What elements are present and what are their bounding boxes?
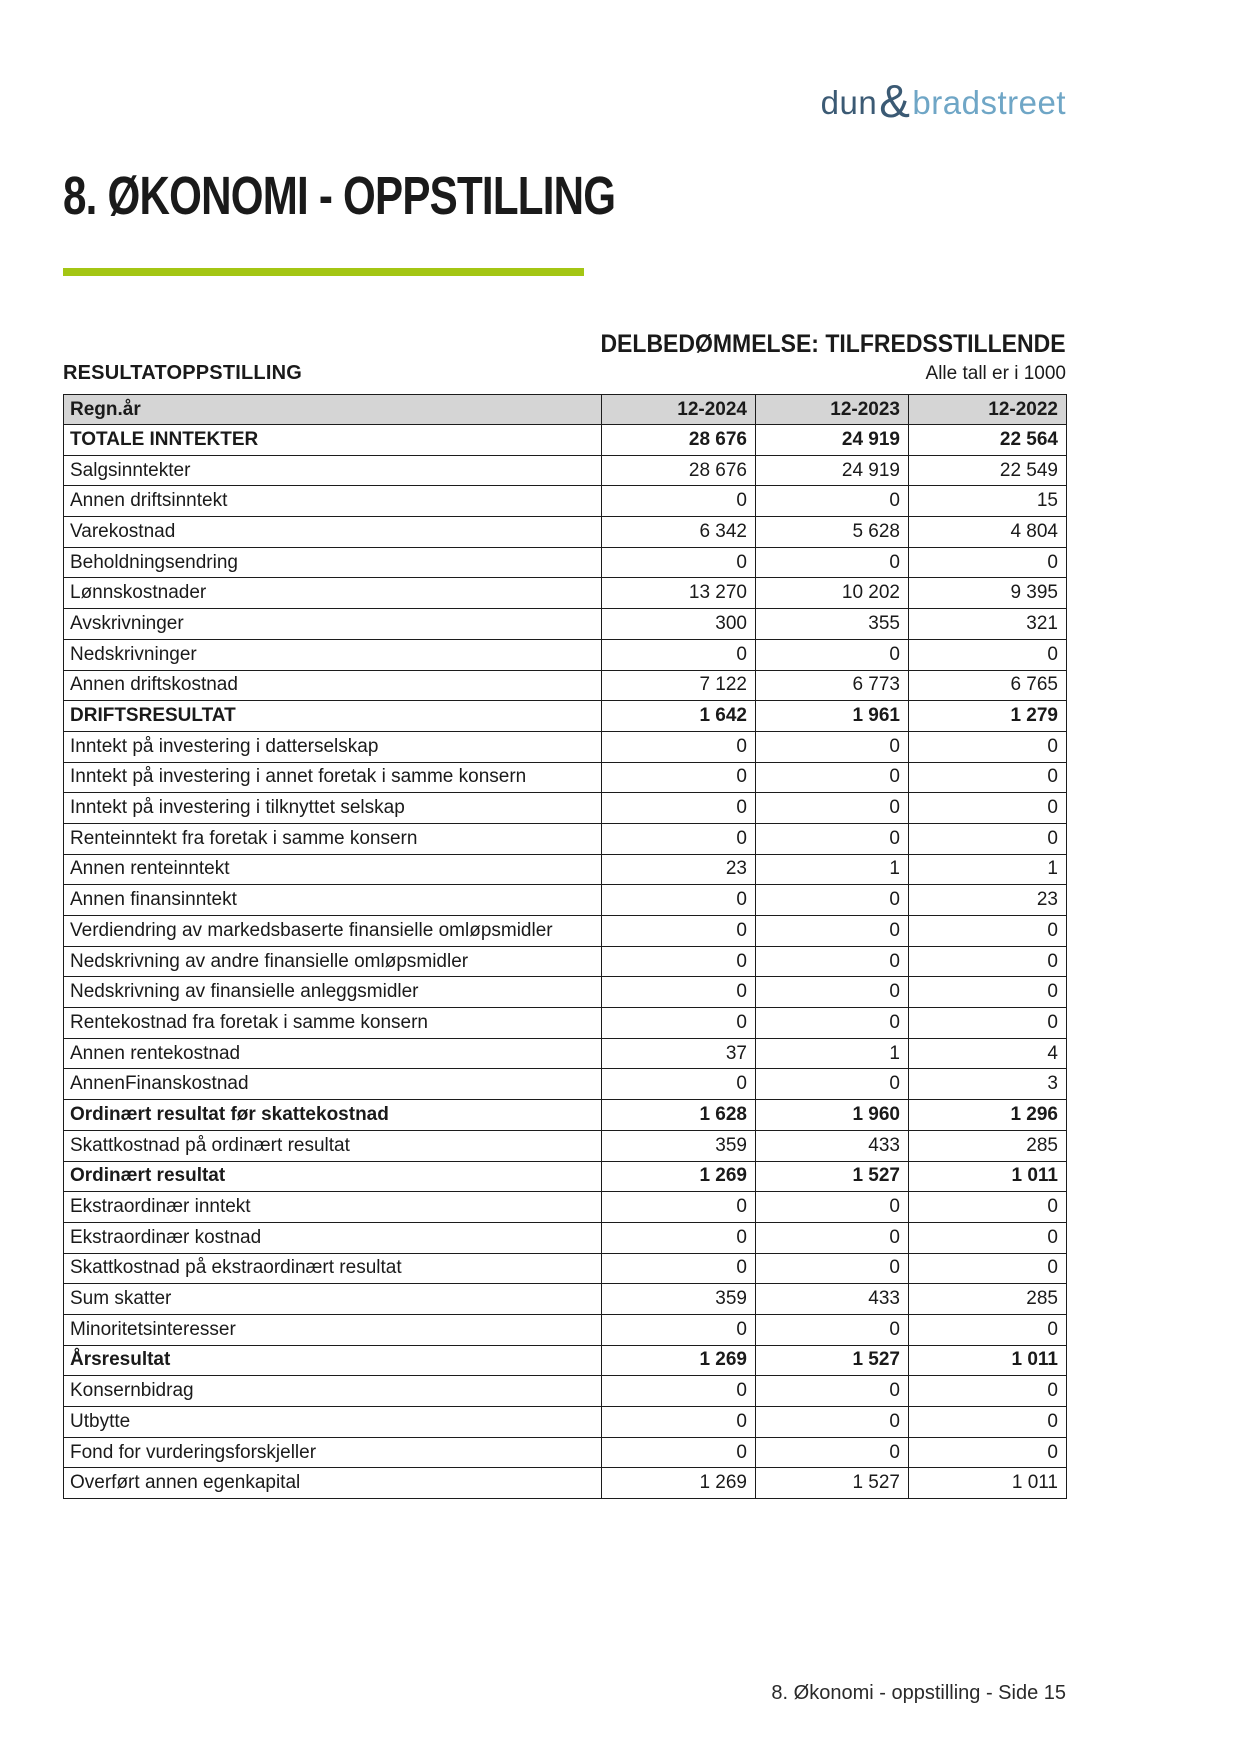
row-value: 285 bbox=[909, 1130, 1067, 1161]
row-value: 0 bbox=[909, 762, 1067, 793]
row-value: 1 bbox=[756, 854, 909, 885]
page-title bbox=[63, 166, 1066, 226]
row-value: 1 527 bbox=[756, 1161, 909, 1192]
row-label: Inntekt på investering i datterselskap bbox=[64, 731, 602, 762]
row-value: 0 bbox=[909, 1376, 1067, 1407]
row-value: 0 bbox=[756, 885, 909, 916]
row-label: Inntekt på investering i tilknyttet selskap bbox=[64, 793, 602, 824]
row-label: Skattkostnad på ordinært resultat bbox=[64, 1130, 602, 1161]
row-label: Varekostnad bbox=[64, 517, 602, 548]
row-value: 6 773 bbox=[756, 670, 909, 701]
table-row bbox=[64, 517, 1067, 548]
row-label: Årsresultat bbox=[64, 1345, 602, 1376]
row-value: 13 270 bbox=[602, 578, 756, 609]
row-label: AnnenFinanskostnad bbox=[64, 1069, 602, 1100]
row-value: 433 bbox=[756, 1284, 909, 1315]
row-label: Lønnskostnader bbox=[64, 578, 602, 609]
table-row bbox=[64, 1314, 1067, 1345]
row-value: 0 bbox=[909, 1407, 1067, 1438]
row-value: 0 bbox=[909, 977, 1067, 1008]
row-value: 0 bbox=[756, 731, 909, 762]
row-value: 0 bbox=[756, 946, 909, 977]
table-row bbox=[64, 1069, 1067, 1100]
table-row bbox=[64, 1345, 1067, 1376]
row-value: 0 bbox=[602, 1069, 756, 1100]
row-label: Annen rentekostnad bbox=[64, 1038, 602, 1069]
row-value: 0 bbox=[909, 1192, 1067, 1223]
row-value: 0 bbox=[909, 916, 1067, 947]
row-value: 0 bbox=[602, 762, 756, 793]
row-value: 0 bbox=[756, 1008, 909, 1039]
row-value: 24 919 bbox=[756, 425, 909, 456]
row-value: 0 bbox=[756, 823, 909, 854]
row-value: 0 bbox=[602, 486, 756, 517]
section-heading: RESULTATOPPSTILLING bbox=[63, 362, 302, 384]
table-row bbox=[64, 823, 1067, 854]
table-row bbox=[64, 1161, 1067, 1192]
row-value: 1 527 bbox=[756, 1345, 909, 1376]
table-row bbox=[64, 701, 1067, 732]
row-value: 4 804 bbox=[909, 517, 1067, 548]
row-value: 23 bbox=[602, 854, 756, 885]
row-value: 1 960 bbox=[756, 1100, 909, 1131]
row-label: Annen renteinntekt bbox=[64, 854, 602, 885]
row-value: 0 bbox=[602, 1253, 756, 1284]
row-value: 0 bbox=[756, 793, 909, 824]
row-value: 0 bbox=[602, 731, 756, 762]
row-label: Konsernbidrag bbox=[64, 1376, 602, 1407]
row-value: 0 bbox=[756, 639, 909, 670]
assessment-text: DELBEDØMMELSE: TILFREDSSTILLENDE bbox=[600, 330, 1066, 358]
table-row bbox=[64, 609, 1067, 640]
row-value: 0 bbox=[602, 1008, 756, 1039]
row-value: 0 bbox=[602, 977, 756, 1008]
row-value: 0 bbox=[756, 1253, 909, 1284]
row-value: 0 bbox=[602, 547, 756, 578]
row-value: 0 bbox=[756, 486, 909, 517]
dun-bradstreet-logo bbox=[820, 75, 1066, 127]
row-label: Avskrivninger bbox=[64, 609, 602, 640]
row-value: 6 342 bbox=[602, 517, 756, 548]
row-label: Annen driftskostnad bbox=[64, 670, 602, 701]
row-value: 0 bbox=[756, 1222, 909, 1253]
table-row bbox=[64, 455, 1067, 486]
table-row bbox=[64, 639, 1067, 670]
row-value: 0 bbox=[756, 916, 909, 947]
row-value: 359 bbox=[602, 1284, 756, 1315]
row-label: Nedskrivninger bbox=[64, 639, 602, 670]
row-value: 0 bbox=[909, 1222, 1067, 1253]
row-value: 1 011 bbox=[909, 1161, 1067, 1192]
row-value: 1 269 bbox=[602, 1468, 756, 1499]
row-value: 0 bbox=[756, 762, 909, 793]
table-row bbox=[64, 1253, 1067, 1284]
row-label: Renteinntekt fra foretak i samme konsern bbox=[64, 823, 602, 854]
row-value: 0 bbox=[756, 1407, 909, 1438]
row-value: 1 628 bbox=[602, 1100, 756, 1131]
assessment-heading bbox=[63, 332, 1066, 357]
row-value: 285 bbox=[909, 1284, 1067, 1315]
row-value: 0 bbox=[602, 1437, 756, 1468]
row-label: Beholdningsendring bbox=[64, 547, 602, 578]
row-value: 0 bbox=[602, 639, 756, 670]
result-table-head bbox=[64, 395, 1067, 425]
row-value: 0 bbox=[602, 1407, 756, 1438]
table-row bbox=[64, 1008, 1067, 1039]
row-label: Sum skatter bbox=[64, 1284, 602, 1315]
logo-text-dun: dun bbox=[820, 84, 878, 121]
row-label: Fond for vurderingsforskjeller bbox=[64, 1437, 602, 1468]
row-value: 0 bbox=[602, 1192, 756, 1223]
row-label: Nedskrivning av finansielle anleggsmidler bbox=[64, 977, 602, 1008]
row-value: 0 bbox=[909, 1008, 1067, 1039]
row-value: 4 bbox=[909, 1038, 1067, 1069]
row-value: 28 676 bbox=[602, 455, 756, 486]
row-label: Skattkostnad på ekstraordinært resultat bbox=[64, 1253, 602, 1284]
row-label: Annen driftsinntekt bbox=[64, 486, 602, 517]
row-value: 0 bbox=[909, 547, 1067, 578]
table-row bbox=[64, 977, 1067, 1008]
row-value: 0 bbox=[756, 1069, 909, 1100]
row-label: Nedskrivning av andre finansielle omløpsmidler bbox=[64, 946, 602, 977]
row-value: 0 bbox=[909, 639, 1067, 670]
row-value: 0 bbox=[602, 946, 756, 977]
header-year-cell: 12-2024 bbox=[602, 395, 756, 425]
row-value: 0 bbox=[602, 823, 756, 854]
row-value: 0 bbox=[756, 977, 909, 1008]
page-content bbox=[63, 0, 1066, 1754]
units-note: Alle tall er i 1000 bbox=[925, 363, 1066, 384]
row-value: 0 bbox=[756, 1192, 909, 1223]
title-accent-bar bbox=[63, 268, 584, 276]
result-table-body bbox=[64, 425, 1067, 1499]
row-label: Utbytte bbox=[64, 1407, 602, 1438]
row-value: 28 676 bbox=[602, 425, 756, 456]
table-row bbox=[64, 762, 1067, 793]
row-label: Ordinært resultat bbox=[64, 1161, 602, 1192]
table-row bbox=[64, 1192, 1067, 1223]
row-value: 6 765 bbox=[909, 670, 1067, 701]
table-row bbox=[64, 1222, 1067, 1253]
row-value: 37 bbox=[602, 1038, 756, 1069]
row-label: Minoritetsinteresser bbox=[64, 1314, 602, 1345]
row-value: 0 bbox=[909, 1253, 1067, 1284]
row-label: DRIFTSRESULTAT bbox=[64, 701, 602, 732]
table-row bbox=[64, 885, 1067, 916]
row-value: 0 bbox=[909, 793, 1067, 824]
table-row bbox=[64, 1468, 1067, 1499]
row-value: 1 269 bbox=[602, 1161, 756, 1192]
page-title-text: 8. ØKONOMI - OPPSTILLING bbox=[63, 166, 616, 226]
row-value: 0 bbox=[756, 547, 909, 578]
row-value: 1 961 bbox=[756, 701, 909, 732]
row-value: 0 bbox=[602, 885, 756, 916]
header-year-cell: 12-2022 bbox=[909, 395, 1067, 425]
row-value: 1 642 bbox=[602, 701, 756, 732]
table-row bbox=[64, 916, 1067, 947]
row-value: 355 bbox=[756, 609, 909, 640]
row-value: 7 122 bbox=[602, 670, 756, 701]
row-label: Rentekostnad fra foretak i samme konsern bbox=[64, 1008, 602, 1039]
row-value: 9 395 bbox=[909, 578, 1067, 609]
row-value: 300 bbox=[602, 609, 756, 640]
table-row bbox=[64, 425, 1067, 456]
row-label: Verdiendring av markedsbaserte finansielle omløpsmidler bbox=[64, 916, 602, 947]
row-value: 0 bbox=[909, 1437, 1067, 1468]
row-value: 1 527 bbox=[756, 1468, 909, 1499]
table-row bbox=[64, 793, 1067, 824]
row-label: TOTALE INNTEKTER bbox=[64, 425, 602, 456]
table-header-row bbox=[64, 395, 1067, 425]
logo-row bbox=[63, 75, 1066, 127]
row-label: Salgsinntekter bbox=[64, 455, 602, 486]
row-value: 321 bbox=[909, 609, 1067, 640]
row-value: 0 bbox=[909, 1314, 1067, 1345]
row-label: Ekstraordinær kostnad bbox=[64, 1222, 602, 1253]
table-row bbox=[64, 1437, 1067, 1468]
row-value: 23 bbox=[909, 885, 1067, 916]
row-value: 24 919 bbox=[756, 455, 909, 486]
row-value: 1 bbox=[756, 1038, 909, 1069]
table-row bbox=[64, 486, 1067, 517]
row-label: Annen finansinntekt bbox=[64, 885, 602, 916]
row-value: 0 bbox=[602, 1314, 756, 1345]
row-value: 0 bbox=[909, 946, 1067, 977]
table-row bbox=[64, 946, 1067, 977]
logo-ampersand-icon: & bbox=[879, 75, 911, 127]
row-value: 359 bbox=[602, 1130, 756, 1161]
row-label: Ekstraordinær inntekt bbox=[64, 1192, 602, 1223]
table-row bbox=[64, 578, 1067, 609]
row-value: 0 bbox=[602, 1222, 756, 1253]
row-value: 22 549 bbox=[909, 455, 1067, 486]
table-row bbox=[64, 1284, 1067, 1315]
row-label: Ordinært resultat før skattekostnad bbox=[64, 1100, 602, 1131]
row-value: 22 564 bbox=[909, 425, 1067, 456]
row-label: Inntekt på investering i annet foretak i samme konsern bbox=[64, 762, 602, 793]
logo-text-bradstreet: bradstreet bbox=[912, 84, 1066, 121]
row-value: 0 bbox=[756, 1437, 909, 1468]
row-value: 0 bbox=[602, 916, 756, 947]
row-value: 15 bbox=[909, 486, 1067, 517]
header-year-cell: 12-2023 bbox=[756, 395, 909, 425]
row-value: 0 bbox=[756, 1314, 909, 1345]
row-value: 0 bbox=[909, 731, 1067, 762]
page-footer: 8. Økonomi - oppstilling - Side 15 bbox=[771, 1682, 1066, 1704]
table-row bbox=[64, 1130, 1067, 1161]
table-row bbox=[64, 854, 1067, 885]
table-row bbox=[64, 1407, 1067, 1438]
row-value: 0 bbox=[756, 1376, 909, 1407]
table-subheader-row bbox=[63, 362, 1066, 385]
table-row bbox=[64, 1100, 1067, 1131]
table-row bbox=[64, 1038, 1067, 1069]
row-value: 10 202 bbox=[756, 578, 909, 609]
row-value: 433 bbox=[756, 1130, 909, 1161]
row-value: 5 628 bbox=[756, 517, 909, 548]
table-row bbox=[64, 670, 1067, 701]
row-value: 1 011 bbox=[909, 1345, 1067, 1376]
result-table bbox=[63, 394, 1067, 1499]
row-label: Overført annen egenkapital bbox=[64, 1468, 602, 1499]
table-row bbox=[64, 1376, 1067, 1407]
header-label-cell: Regn.år bbox=[64, 395, 602, 425]
row-value: 3 bbox=[909, 1069, 1067, 1100]
row-value: 1 269 bbox=[602, 1345, 756, 1376]
table-row bbox=[64, 547, 1067, 578]
row-value: 0 bbox=[602, 1376, 756, 1407]
row-value: 1 296 bbox=[909, 1100, 1067, 1131]
row-value: 0 bbox=[909, 823, 1067, 854]
row-value: 1 011 bbox=[909, 1468, 1067, 1499]
table-row bbox=[64, 731, 1067, 762]
row-value: 1 bbox=[909, 854, 1067, 885]
row-value: 1 279 bbox=[909, 701, 1067, 732]
row-value: 0 bbox=[602, 793, 756, 824]
